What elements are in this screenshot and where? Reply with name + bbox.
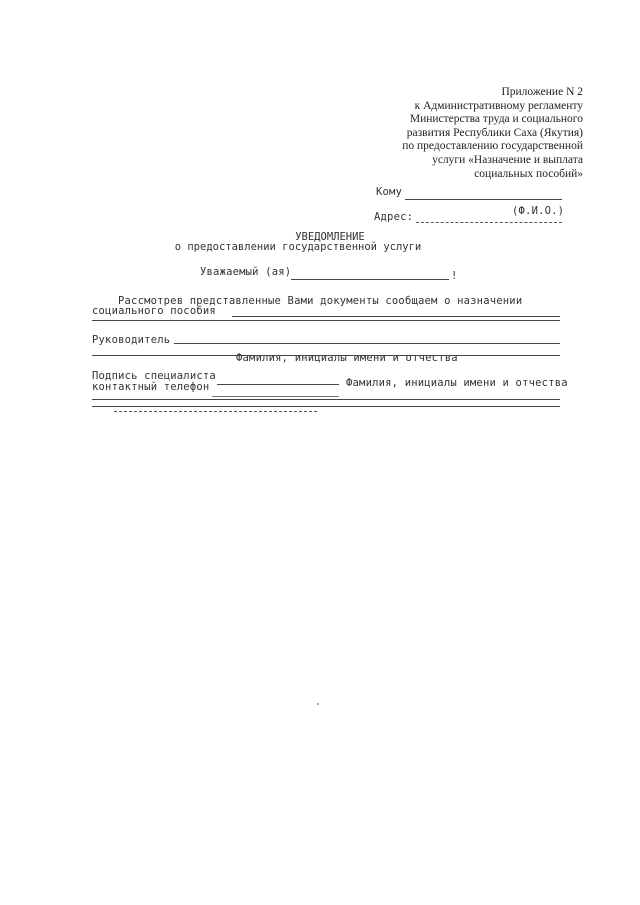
appendix-line: Министерства труда и социального	[409, 113, 583, 126]
address-label: Адрес:	[374, 211, 414, 223]
head-field[interactable]	[174, 343, 560, 344]
appendix-line: социальных пособий»	[474, 167, 583, 180]
greeting-name-field[interactable]	[291, 279, 449, 280]
address-field[interactable]	[416, 222, 562, 223]
phone-label: контактный телефон	[92, 381, 210, 393]
head-underline[interactable]	[92, 355, 560, 356]
phone-field[interactable]	[212, 396, 339, 397]
appendix-line: развития Республики Саха (Якутия)	[406, 126, 583, 139]
appendix-block	[402, 86, 583, 181]
fio-caption: (Ф.И.О.)	[512, 205, 565, 217]
specialist-line-1[interactable]	[92, 399, 560, 400]
benefit-field[interactable]	[232, 316, 560, 317]
notice-subtitle: о предоставлении государственной услуги	[174, 241, 422, 253]
bottom-dashed-rule	[114, 411, 317, 412]
body-line-1: Рассмотрев представленные Вами документы сообщаем о назначении	[118, 295, 523, 307]
signature-field[interactable]	[217, 384, 339, 385]
greeting-label: Уважаемый (ая)	[200, 266, 292, 278]
head-caption: Фамилия, инициалы имени и отчества	[236, 352, 458, 364]
specialist-caption: Фамилия, инициалы имени и отчества	[346, 377, 568, 389]
head-label: Руководитель	[92, 334, 171, 346]
notice-title: УВЕДОМЛЕНИЕ	[295, 231, 365, 243]
to-label: Кому	[376, 186, 403, 198]
appendix-line: к Административному регламенту	[414, 99, 583, 112]
scan-speck	[317, 703, 319, 705]
greeting-end: !	[451, 270, 458, 282]
appendix-line: Приложение N 2	[501, 86, 583, 98]
body-extra-line[interactable]	[92, 320, 560, 321]
specialist-line-2[interactable]	[92, 406, 560, 407]
appendix-line: услуги «Назначение и выплата	[432, 153, 583, 166]
signature-label: Подпись специалиста	[92, 370, 216, 382]
appendix-line: по предоставлению государственной	[402, 140, 583, 153]
body-line-2-label: социального пособия	[92, 305, 216, 317]
to-fio-field[interactable]	[405, 199, 562, 200]
